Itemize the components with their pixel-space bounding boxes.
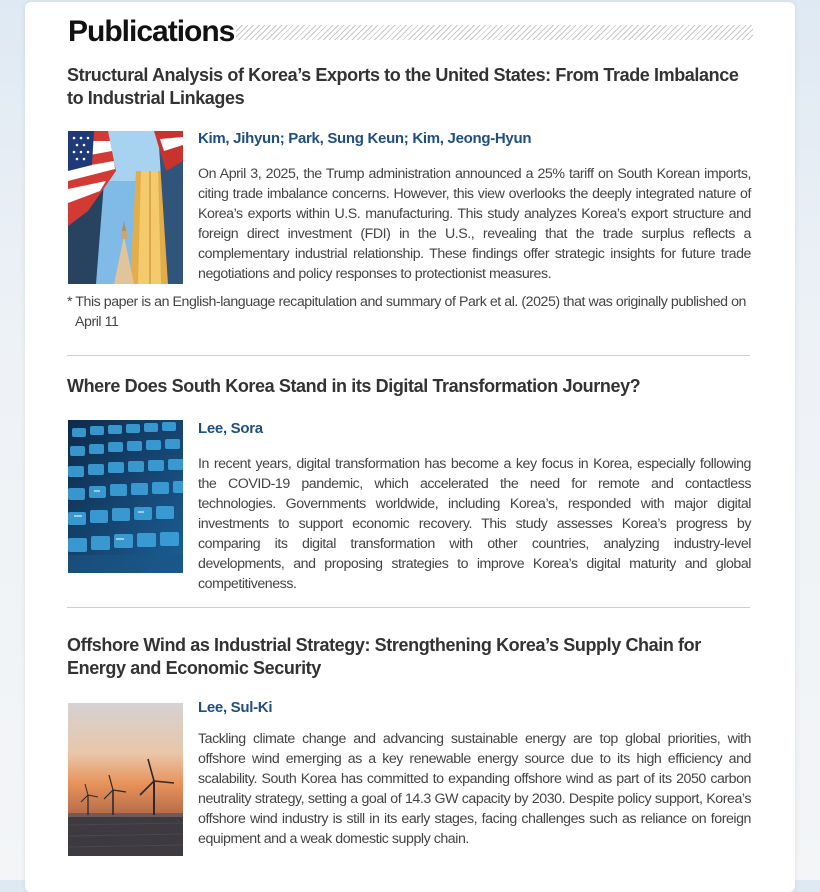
offshore-wind-turbines-image[interactable] bbox=[68, 703, 183, 856]
publication-authors[interactable]: Kim, Jihyun; Park, Sung Keun; Kim, Jeong-Hyun bbox=[198, 130, 532, 147]
us-flag-skyscrapers-image[interactable] bbox=[68, 131, 183, 284]
publication-abstract: On April 3, 2025, the Trump administration announced a 25% tariff on South Korean imports, citing trade imbalance concerns. However, this view overlooks the deeply integrated nature of Korea’s exports within U.S. manufacturing. This study analyzes Korea’s export structure and foreign direct investment (FDI) in the U.S., revealing that the trade surplus reflects a complementary industrial relationship. These findings offer strategic insights for future trade negotiations and policy responses to protectionist measures. bbox=[198, 166, 751, 282]
publication-title[interactable]: Where Does South Korea Stand in its Digital Transformation Journey? bbox=[67, 376, 641, 396]
publication-title[interactable]: Offshore Wind as Industrial Strategy: Strengthening Korea’s Supply Chain for Energy and Economic Security bbox=[67, 635, 701, 678]
section-title: Publications bbox=[68, 15, 235, 48]
hatch-decoration bbox=[236, 25, 753, 40]
divider bbox=[67, 355, 750, 356]
digital-keyboard-image[interactable] bbox=[68, 420, 183, 573]
publication-item bbox=[67, 64, 753, 334]
publication-authors[interactable]: Lee, Sora bbox=[198, 420, 263, 437]
divider bbox=[67, 607, 750, 608]
publication-authors[interactable]: Lee, Sul-Ki bbox=[198, 699, 273, 716]
section-header bbox=[68, 14, 753, 50]
publication-abstract: Tackling climate change and advancing sustainable energy are top global priorities, with offshore wind emerging as a key renewable energy source due to its high efficiency and scalability. South Korea has committed to expanding offshore wind as part of its 2050 carbon neutrality strategy, setting a goal of 14.3 GW capacity by 2030. Despite policy support, Korea’s offshore wind industry is still in its early stages, facing challenges such as reliance on foreign equipment and a weak domestic supply chain. bbox=[198, 731, 751, 847]
publication-item bbox=[67, 375, 753, 592]
publication-note: * This paper is an English-language recapitulation and summary of Park et al. (2025) that was originally published on April 11 bbox=[67, 294, 746, 330]
publication-abstract: In recent years, digital transformation has become a key focus in Korea, especially following the COVID-19 pandemic, which accelerated the need for remote and contactless technologies. Governments worldwide, including Korea’s, responded with major digital investments to support economic recovery. This study assesses Korea’s progress by comparing its digital transformation with other countries, analyzing industry-level developments, and proposing strategies to improve Korea’s digital maturity and global competitiveness. bbox=[198, 456, 751, 592]
publication-title[interactable]: Structural Analysis of Korea’s Exports to the United States: From Trade Imbalance to Industrial Linkages bbox=[67, 65, 739, 108]
publication-item bbox=[67, 634, 753, 864]
